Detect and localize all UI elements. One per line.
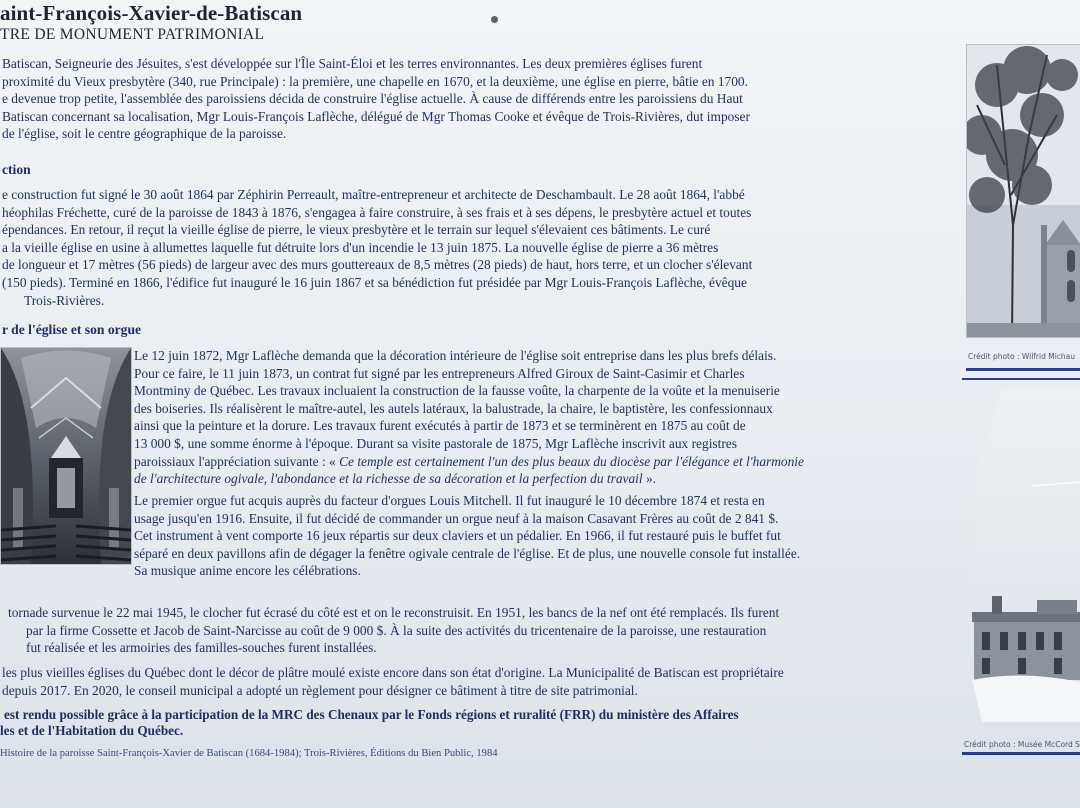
intro-paragraph [2, 55, 968, 143]
text-line: Le 12 juin 1872, Mgr Laflèche demanda que la décoration intérieure de l'église soit entreprise dans les plus brefs délais. [134, 348, 777, 363]
text-line: Trois-Rivières. [24, 292, 105, 308]
text-line: 13 000 $, une somme énorme à l'époque. Durant sa visite pastorale de 1875, Mgr Laflèche inscrivit aux registres [134, 435, 737, 451]
text-line: épendances. En retour, il reçut la vieille église de pierre, le vieux presbytère et le terrain sur lequel s'élevaient ces bâtiments. Le curé [2, 222, 711, 238]
heritage-paragraph [2, 664, 958, 699]
text-line [134, 453, 966, 471]
text-line: e construction fut signé le 30 août 1864 par Zéphirin Perreault, maître-entrepreneur et architecte de Deschambault. Le 28 août 1864, l'abbé [2, 187, 745, 202]
quote-intro: paroissiaux l'appréciation suivante : « [134, 453, 336, 469]
text-line: ainsi que la peinture et la dorure. Les travaux furent exécutés à partir de 1873 et se terminèrent en 1875 au coût de [134, 418, 746, 434]
organ-paragraph [134, 492, 966, 580]
text-line: de longueur et 17 mètres (56 pieds) de largeur avec des murs gouttereaux de 8,5 mètres (28 pieds) de haut, hors terre, et un clocher s'élevant [2, 257, 753, 273]
acknowledgement-line: est rendu possible grâce à la participation de la MRC des Chenaux par le Fonds régions et ruralité (FRR) du ministère des Affaires [4, 707, 739, 722]
tornado-paragraph [2, 604, 958, 657]
text-line: fut réalisée et les armoiries des familles-souches furent installées. [26, 640, 377, 656]
text-line: Sa musique anime encore les célébrations. [134, 563, 361, 579]
sign-subtitle: TRE DE MONUMENT PATRIMONIAL [0, 26, 265, 43]
text-line: Batiscan concernant sa localisation, Mgr Louis-François Laflèche, délégué de Mgr Thomas Cooke et évêque de Trois-Rivières, dut imposer [2, 108, 750, 124]
construction-heading: ction [2, 162, 31, 177]
quote-text: Ce temple est certainement l'un des plus beaux du diocèse par l'élégance et l'harmonie [339, 453, 804, 469]
church-interior-photo [0, 347, 132, 565]
quote-close: ». [642, 471, 657, 487]
mounting-hole-icon [491, 16, 498, 23]
text-line: usage jusqu'en 1916. Ensuite, il fut décidé de commander un orgue neuf à la maison Casavant Frères au coût de 2 841 $. [134, 510, 779, 526]
text-line: héophilas Fréchette, curé de la paroisse de 1843 à 1876, s'engagea à faire construire, à ses frais et à ses dépens, le presbytère actuel et toutes [2, 204, 752, 220]
text-line: Batiscan, Seigneurie des Jésuites, s'est développée sur l'Île Saint-Éloi et les terres environnantes. Les deux premières églises furent [2, 56, 703, 71]
text-line: (150 pieds). Terminé en 1866, l'édifice fut inauguré le 16 juin 1867 et sa bénédiction fut présidée par Mgr Louis-François Laflèche, évêque [2, 274, 747, 290]
text-line: séparé en deux pavillons afin de dégager la fenêtre ogivale centrale de l'église. Et de plus, une nouvelle console fut installée. [134, 545, 801, 561]
text-line: a la vieille église en usine à allumettes laquelle fut détruite lors d'un incendie le 13 juin 1875. La nouvelle église de pierre a 36 mètres [2, 239, 719, 255]
interior-heading: r de l'église et son orgue [2, 322, 142, 337]
church-interior-image [1, 348, 131, 564]
presbytery-winter-photo [962, 390, 1080, 722]
text-line: de l'église, soit le centre géographique de la paroisse. [2, 126, 287, 142]
text-line: proximité du Vieux presbytère (340, rue Principale) : la première, une chapelle en 1670, et la deuxième, une église en pierre, bâtie en 1700. [2, 73, 748, 89]
construction-paragraph [2, 186, 968, 309]
text-line: les plus vieilles églises du Québec dont le décor de plâtre moulé existe encore dans son état d'origine. La Municipalité de Batiscan est propriétaire [2, 665, 784, 680]
acknowledgement [0, 707, 739, 738]
presbytery-winter-image [962, 390, 1080, 722]
text-line [134, 470, 966, 488]
photo-credit: Crédit photo : Musée McCord S [964, 740, 1080, 749]
quote-text: de l'architecture ogivale, l'abondance et la richesse de sa décoration et la perfection du travail [134, 471, 643, 487]
text-line: e devenue trop petite, l'assemblée des paroissiens décida de construire l'église actuelle. À cause de différends entre les paroissiens du Haut [2, 91, 743, 107]
text-line: des boiseries. Ils réalisèrent le maître-autel, les autels latéraux, la balustrade, la chaire, le baptistère, les confessionnaux [134, 400, 773, 416]
church-exterior-photo [966, 44, 1080, 338]
photo-credit: Crédit photo : Wilfrid Michau [968, 352, 1076, 361]
sign-title: aint-François-Xavier-de-Batiscan [0, 1, 303, 25]
text-line: Cet instrument à vent comporte 16 jeux répartis sur deux claviers et un pédalier. En 1966, il fut restauré puis le buffet fut [134, 528, 781, 544]
bibliographic-reference: Histoire de la paroisse Saint-François-Xavier de Batiscan (1684-1984); Trois-Rivières, Éditions du Bien Public, 1984 [0, 748, 498, 759]
text-line: Montminy de Québec. Les travaux incluaient la construction de la fausse voûte, la charpente de la voûte et la menuiserie [134, 383, 780, 399]
text-line: par la firme Cossette et Jacob de Saint-Narcisse au coût de 9 000 $. À la suite des activités du tricentenaire de la paroisse, une restauration [26, 622, 767, 638]
acknowledgement-line: les et de l'Habitation du Québec. [0, 722, 184, 738]
church-exterior-image [967, 45, 1080, 337]
decoration-paragraph [134, 347, 966, 488]
text-line: Le premier orgue fut acquis auprès du facteur d'orgues Louis Mitchell. Il fut inauguré le 10 décembre 1874 et resta en [134, 493, 765, 508]
text-line: tornade survenue le 22 mai 1945, le clocher fut écrasé du côté est et on le reconstruisit. En 1951, les bancs de la nef ont été remplacés. Ils furent [8, 605, 780, 620]
accent-rule [966, 368, 1080, 371]
text-line: Pour ce faire, le 11 juin 1873, un contrat fut signé par les entrepreneurs Alfred Giroux de Saint-Casimir et Charles [134, 365, 745, 381]
accent-rule [962, 378, 1080, 380]
accent-rule [962, 752, 1080, 755]
text-line: depuis 2017. En 2020, le conseil municipal a adopté un règlement pour désigner ce bâtiment à titre de site patrimonial. [2, 682, 638, 698]
